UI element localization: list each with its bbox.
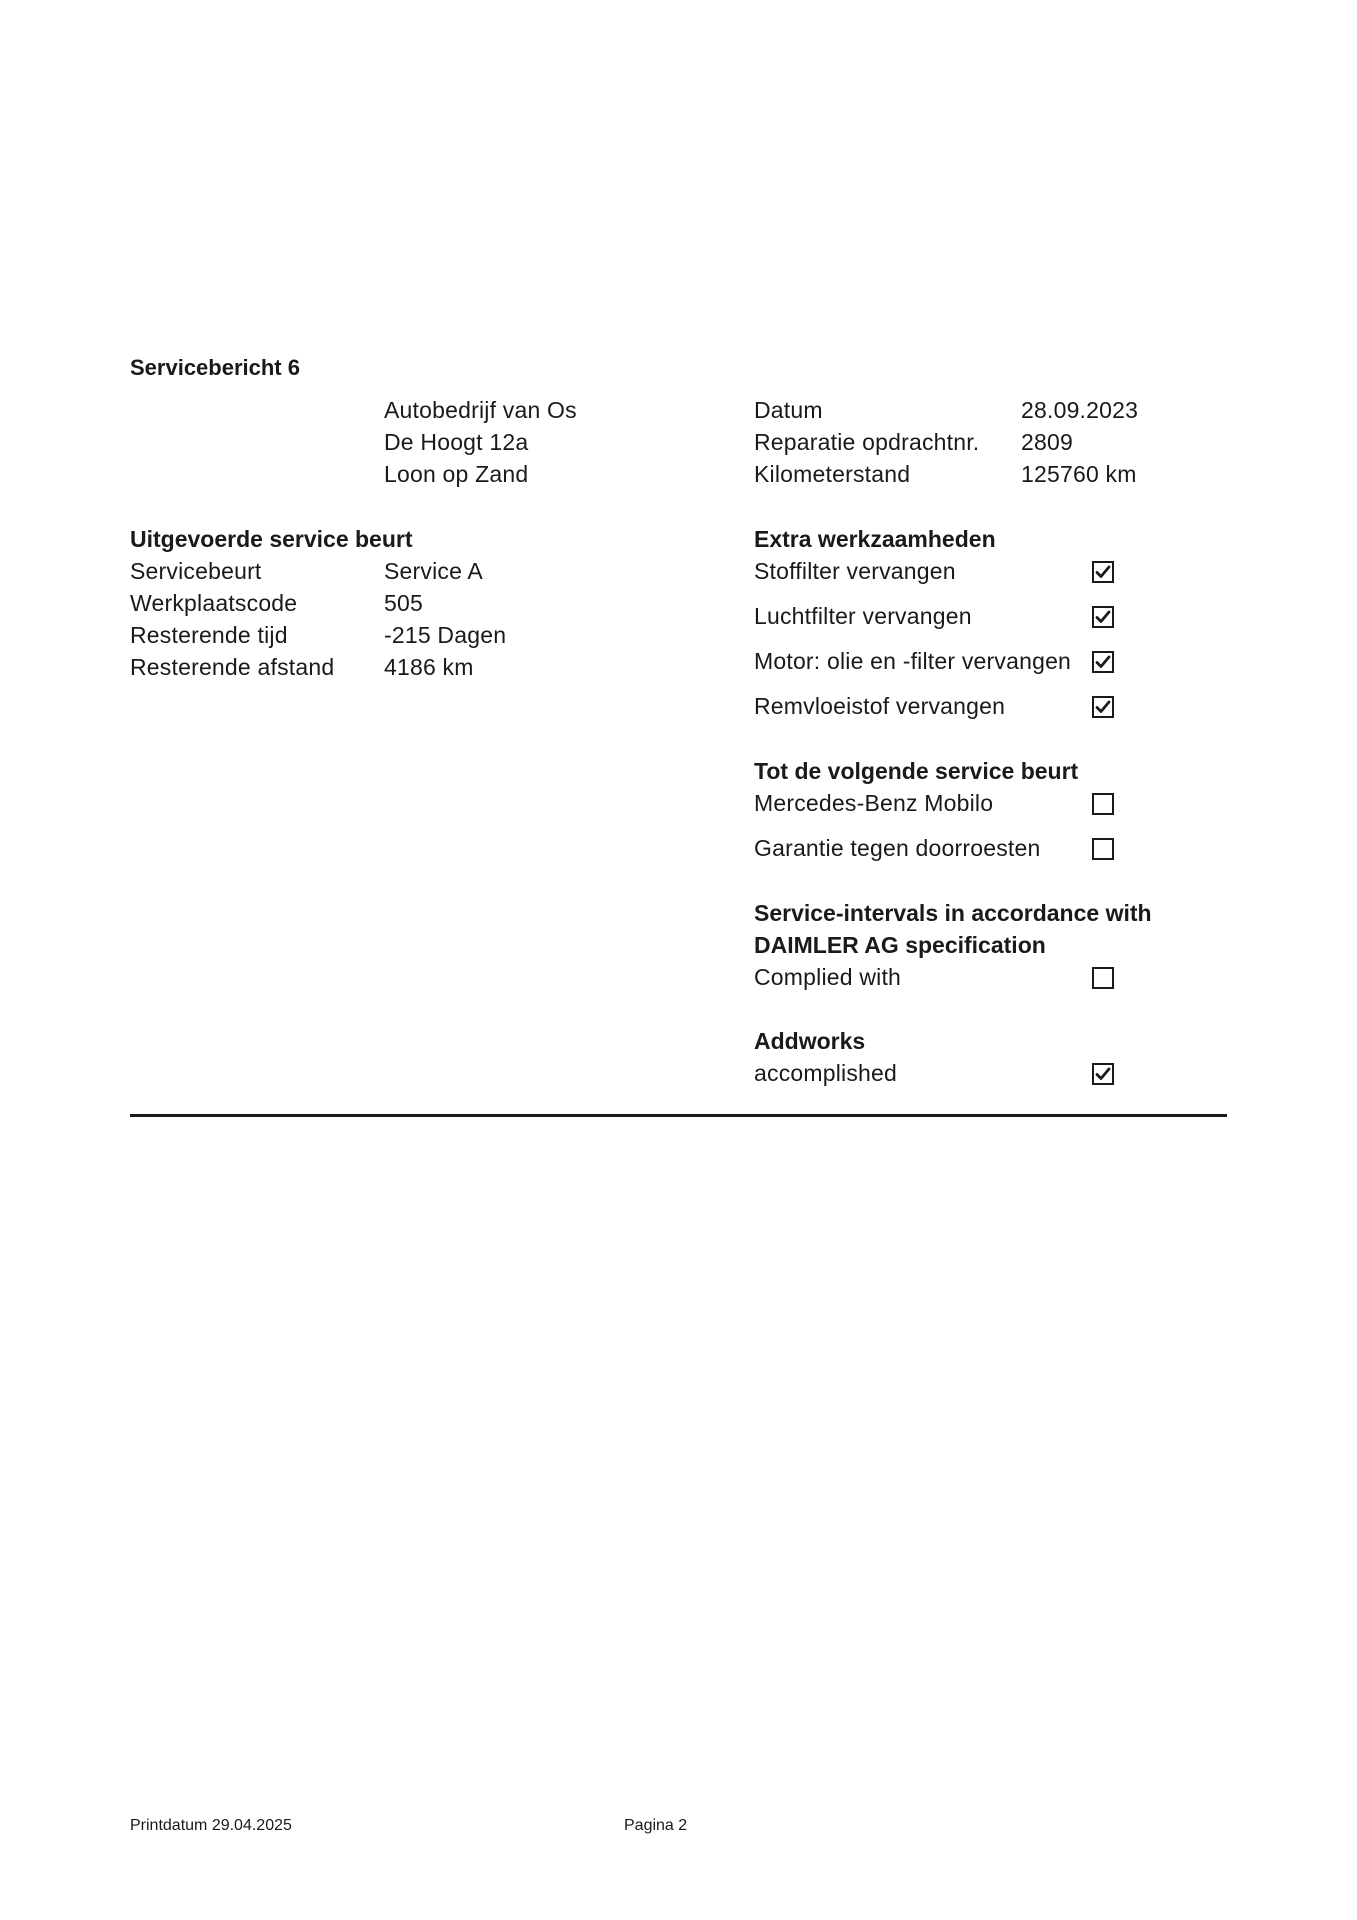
service-value-time: -215 Dagen	[384, 622, 507, 648]
extra-checkbox[interactable]	[1092, 651, 1114, 673]
next-heading: Tot de volgende service beurt	[754, 758, 1079, 784]
extra-item-label: Remvloeistof vervangen	[754, 693, 1006, 719]
service-heading: Uitgevoerde service beurt	[130, 526, 413, 552]
next-item-label: Garantie tegen doorroesten	[754, 835, 1041, 861]
checkmark-icon	[1095, 564, 1111, 580]
meta-order-label: Reparatie opdrachtnr.	[754, 429, 980, 455]
address-line-1: Autobedrijf van Os	[384, 397, 577, 423]
checkmark-icon	[1095, 654, 1111, 670]
service-value-distance: 4186 km	[384, 654, 474, 680]
service-label-code: Werkplaatscode	[130, 590, 298, 616]
report-title: Servicebericht 6	[130, 355, 300, 380]
extra-item-label: Luchtfilter vervangen	[754, 603, 972, 629]
footer-printdate: Printdatum 29.04.2025	[130, 1817, 292, 1834]
meta-mileage-label: Kilometerstand	[754, 461, 911, 487]
intervals-checkbox[interactable]	[1092, 967, 1114, 989]
meta-mileage-value: 125760 km	[1021, 461, 1137, 487]
extra-checkbox[interactable]	[1092, 561, 1114, 583]
meta-date-value: 28.09.2023	[1021, 397, 1139, 423]
service-value-type: Service A	[384, 558, 483, 584]
service-label-time: Resterende tijd	[130, 622, 288, 648]
service-value-code: 505	[384, 590, 423, 616]
service-label-type: Servicebeurt	[130, 558, 262, 584]
section-divider	[130, 1114, 1227, 1117]
meta-date-label: Datum	[754, 397, 823, 423]
checkmark-icon	[1095, 1066, 1111, 1082]
extra-item-label: Stoffilter vervangen	[754, 558, 956, 584]
intervals-item-label: Complied with	[754, 964, 902, 990]
intervals-heading-line-1: Service-intervals in accordance with	[754, 900, 1152, 926]
checkmark-icon	[1095, 609, 1111, 625]
intervals-heading-line-2: DAIMLER AG specification	[754, 932, 1046, 958]
addworks-item-label: accomplished	[754, 1060, 898, 1086]
addworks-heading: Addworks	[754, 1028, 866, 1054]
address-line-3: Loon op Zand	[384, 461, 529, 487]
checkmark-icon	[1095, 699, 1111, 715]
next-checkbox[interactable]	[1092, 793, 1114, 815]
extra-item-label: Motor: olie en -filter vervangen	[754, 648, 1072, 674]
next-item-label: Mercedes-Benz Mobilo	[754, 790, 994, 816]
extra-heading: Extra werkzaamheden	[754, 526, 996, 552]
extra-checkbox[interactable]	[1092, 606, 1114, 628]
extra-checkbox[interactable]	[1092, 696, 1114, 718]
next-checkbox[interactable]	[1092, 838, 1114, 860]
meta-order-value: 2809	[1021, 429, 1073, 455]
service-label-distance: Resterende afstand	[130, 654, 335, 680]
footer-page-number: Pagina 2	[624, 1817, 688, 1834]
addworks-checkbox[interactable]	[1092, 1063, 1114, 1085]
address-line-2: De Hoogt 12a	[384, 429, 529, 455]
